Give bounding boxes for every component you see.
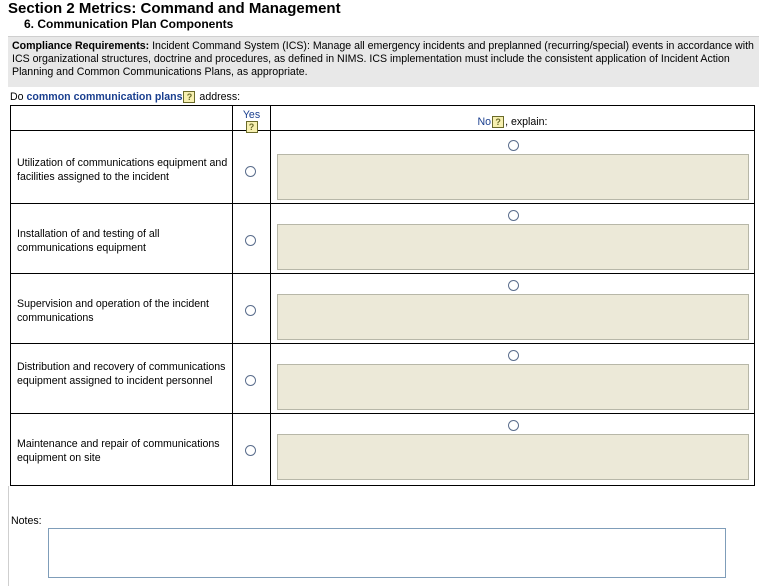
row-label: Installation of and testing of all communications equipment <box>17 228 160 254</box>
column-divider <box>232 106 233 485</box>
row-label: Supervision and operation of the incident communications <box>17 298 209 324</box>
help-icon[interactable]: ? <box>492 116 504 128</box>
question-suffix: address: <box>196 91 241 103</box>
row-divider <box>11 343 754 344</box>
row-label: Utilization of communications equipment and facilities assigned to the incident <box>17 157 228 183</box>
row-divider <box>11 203 754 204</box>
explain-textarea[interactable] <box>277 224 749 270</box>
row-divider <box>11 130 754 131</box>
no-header-label: No <box>477 116 492 128</box>
row-divider <box>11 273 754 274</box>
explain-textarea[interactable] <box>277 154 749 200</box>
no-radio[interactable] <box>508 420 519 431</box>
explain-textarea[interactable] <box>277 434 749 480</box>
help-icon[interactable]: ? <box>183 91 195 103</box>
yes-header-label: Yes <box>242 109 261 121</box>
section-title: Section 2 Metrics: Command and Management <box>8 0 341 17</box>
yes-radio[interactable] <box>245 445 256 456</box>
column-divider <box>270 106 271 485</box>
section-subtitle: 6. Communication Plan Components <box>24 17 234 31</box>
compliance-label: Compliance Requirements: <box>12 40 150 52</box>
yes-radio[interactable] <box>245 235 256 246</box>
no-radio[interactable] <box>508 210 519 221</box>
explain-textarea[interactable] <box>277 364 749 410</box>
explain-textarea[interactable] <box>277 294 749 340</box>
row-label: Maintenance and repair of communications equipment on site <box>17 438 220 464</box>
notes-textarea[interactable] <box>48 528 726 578</box>
compliance-text: Incident Command System (ICS): Manage all emergency incidents and preplanned (recurring/special) events in accordance with ICS organizational structures, doctrine and procedures, as defined in NIMS. ICS implementation must include the consistent application of Incident Action Planning and Common Communications Plans, as appropriate. <box>12 40 754 78</box>
question-text <box>10 91 240 103</box>
yes-radio[interactable] <box>245 166 256 177</box>
no-radio[interactable] <box>508 350 519 361</box>
compliance-requirements <box>8 36 759 87</box>
yes-radio[interactable] <box>245 305 256 316</box>
components-table <box>10 105 755 486</box>
yes-radio[interactable] <box>245 375 256 386</box>
no-radio[interactable] <box>508 140 519 151</box>
notes-label: Notes: <box>11 515 42 527</box>
row-divider <box>11 413 754 414</box>
help-icon[interactable]: ? <box>246 121 258 133</box>
question-prefix: Do <box>10 91 27 103</box>
no-radio[interactable] <box>508 280 519 291</box>
row-label: Distribution and recovery of communications equipment assigned to incident personnel <box>17 361 226 387</box>
common-communication-plans-link[interactable]: common communication plans <box>26 91 183 103</box>
yes-header <box>233 109 270 133</box>
no-explain-header <box>271 116 754 128</box>
explain-label: , explain: <box>505 116 548 128</box>
